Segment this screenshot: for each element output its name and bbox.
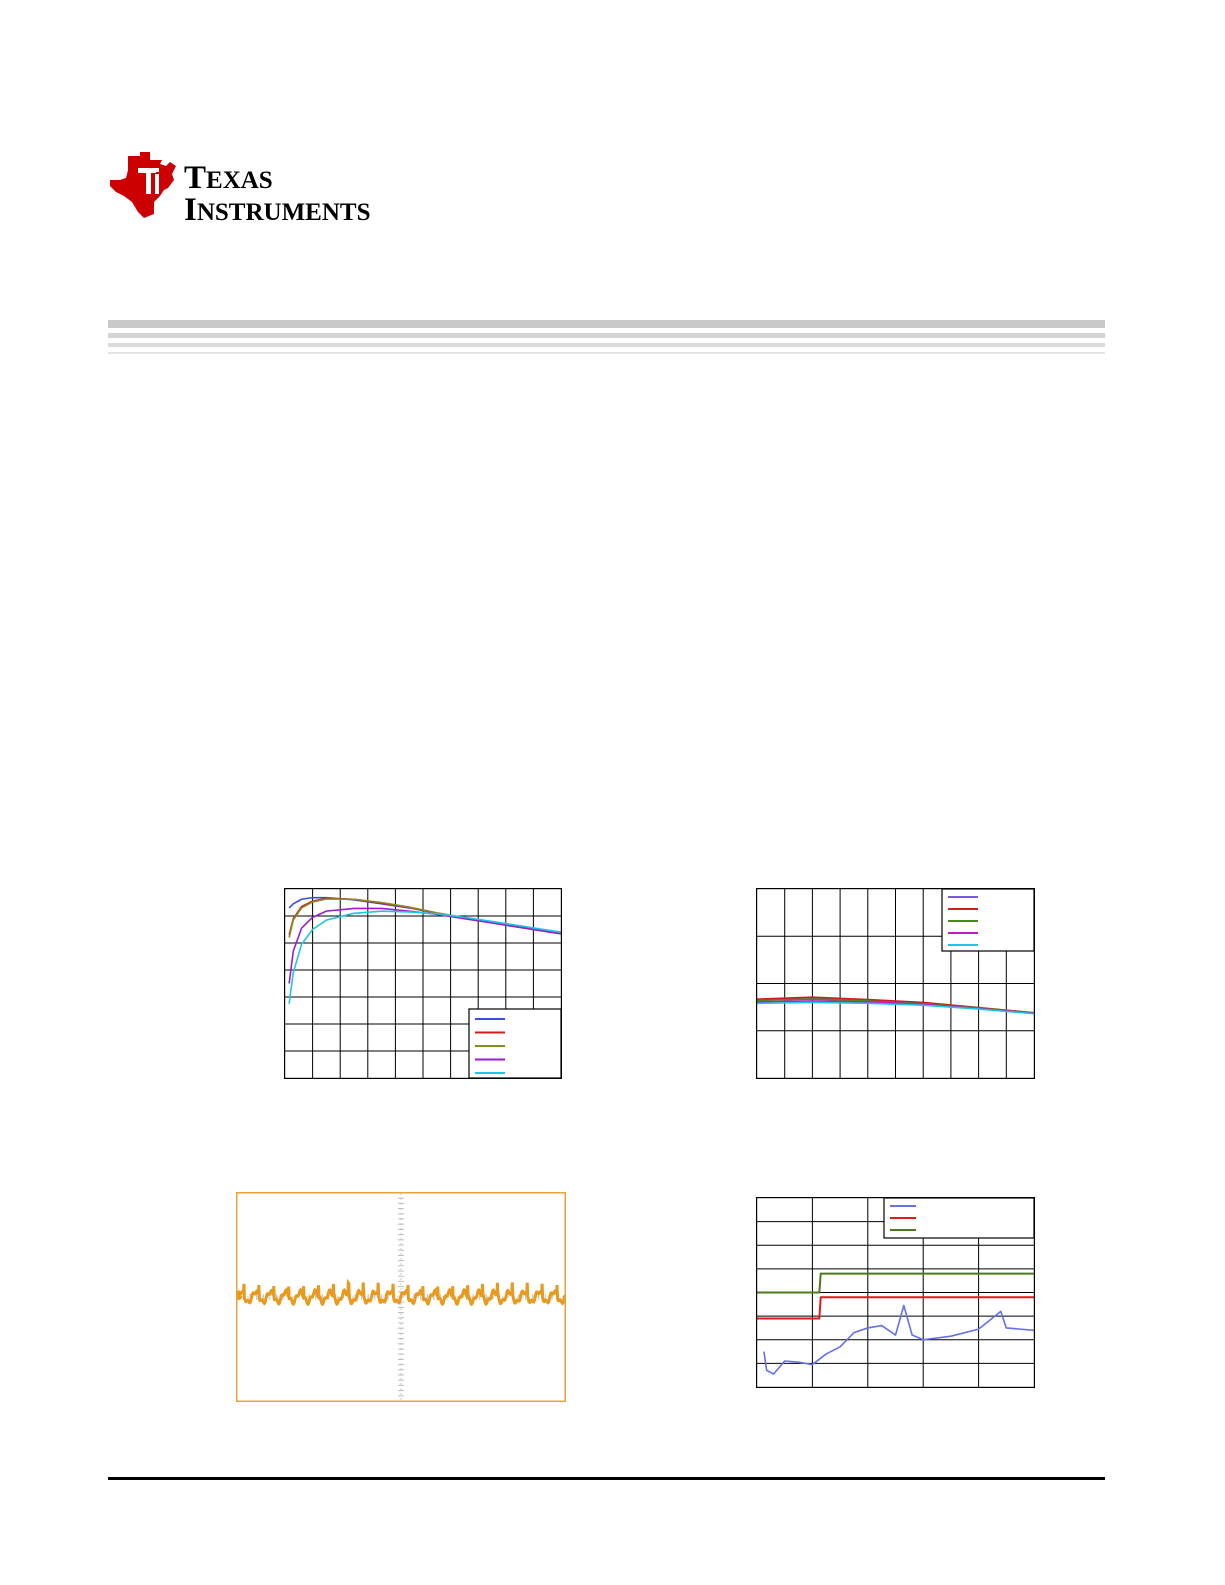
regulation-chart-plot [756, 888, 1035, 1079]
header-band-2 [108, 333, 1105, 338]
logo-line-instruments [184, 194, 371, 227]
regulation-chart [756, 888, 1035, 1079]
logo-rest-exas: EXAS [206, 167, 273, 194]
logo-initial-t: T [184, 160, 207, 196]
footer-rule [108, 1477, 1105, 1480]
ripple-scope-chart [236, 1192, 566, 1402]
header-band-4 [108, 352, 1105, 354]
ti-state-icon [108, 150, 184, 220]
texas-instruments-logo [108, 150, 418, 230]
logo-rest-nstruments: NSTRUMENTS [196, 199, 371, 226]
efficiency-chart-plot [284, 888, 562, 1079]
ti-glyph-dot [155, 168, 159, 172]
logo-initial-i: I [184, 192, 197, 228]
ti-glyph-i [155, 174, 159, 194]
ripple-scope-plot [236, 1192, 566, 1402]
emi-spectrum-chart [756, 1197, 1035, 1388]
emi-spectrum-plot [756, 1197, 1035, 1388]
logo-line-texas [184, 162, 273, 195]
header-band-3 [108, 343, 1105, 347]
ti-glyph-bar [138, 168, 156, 173]
efficiency-chart [284, 888, 562, 1079]
ti-state-shape [110, 152, 176, 218]
header-band-1 [108, 320, 1105, 328]
